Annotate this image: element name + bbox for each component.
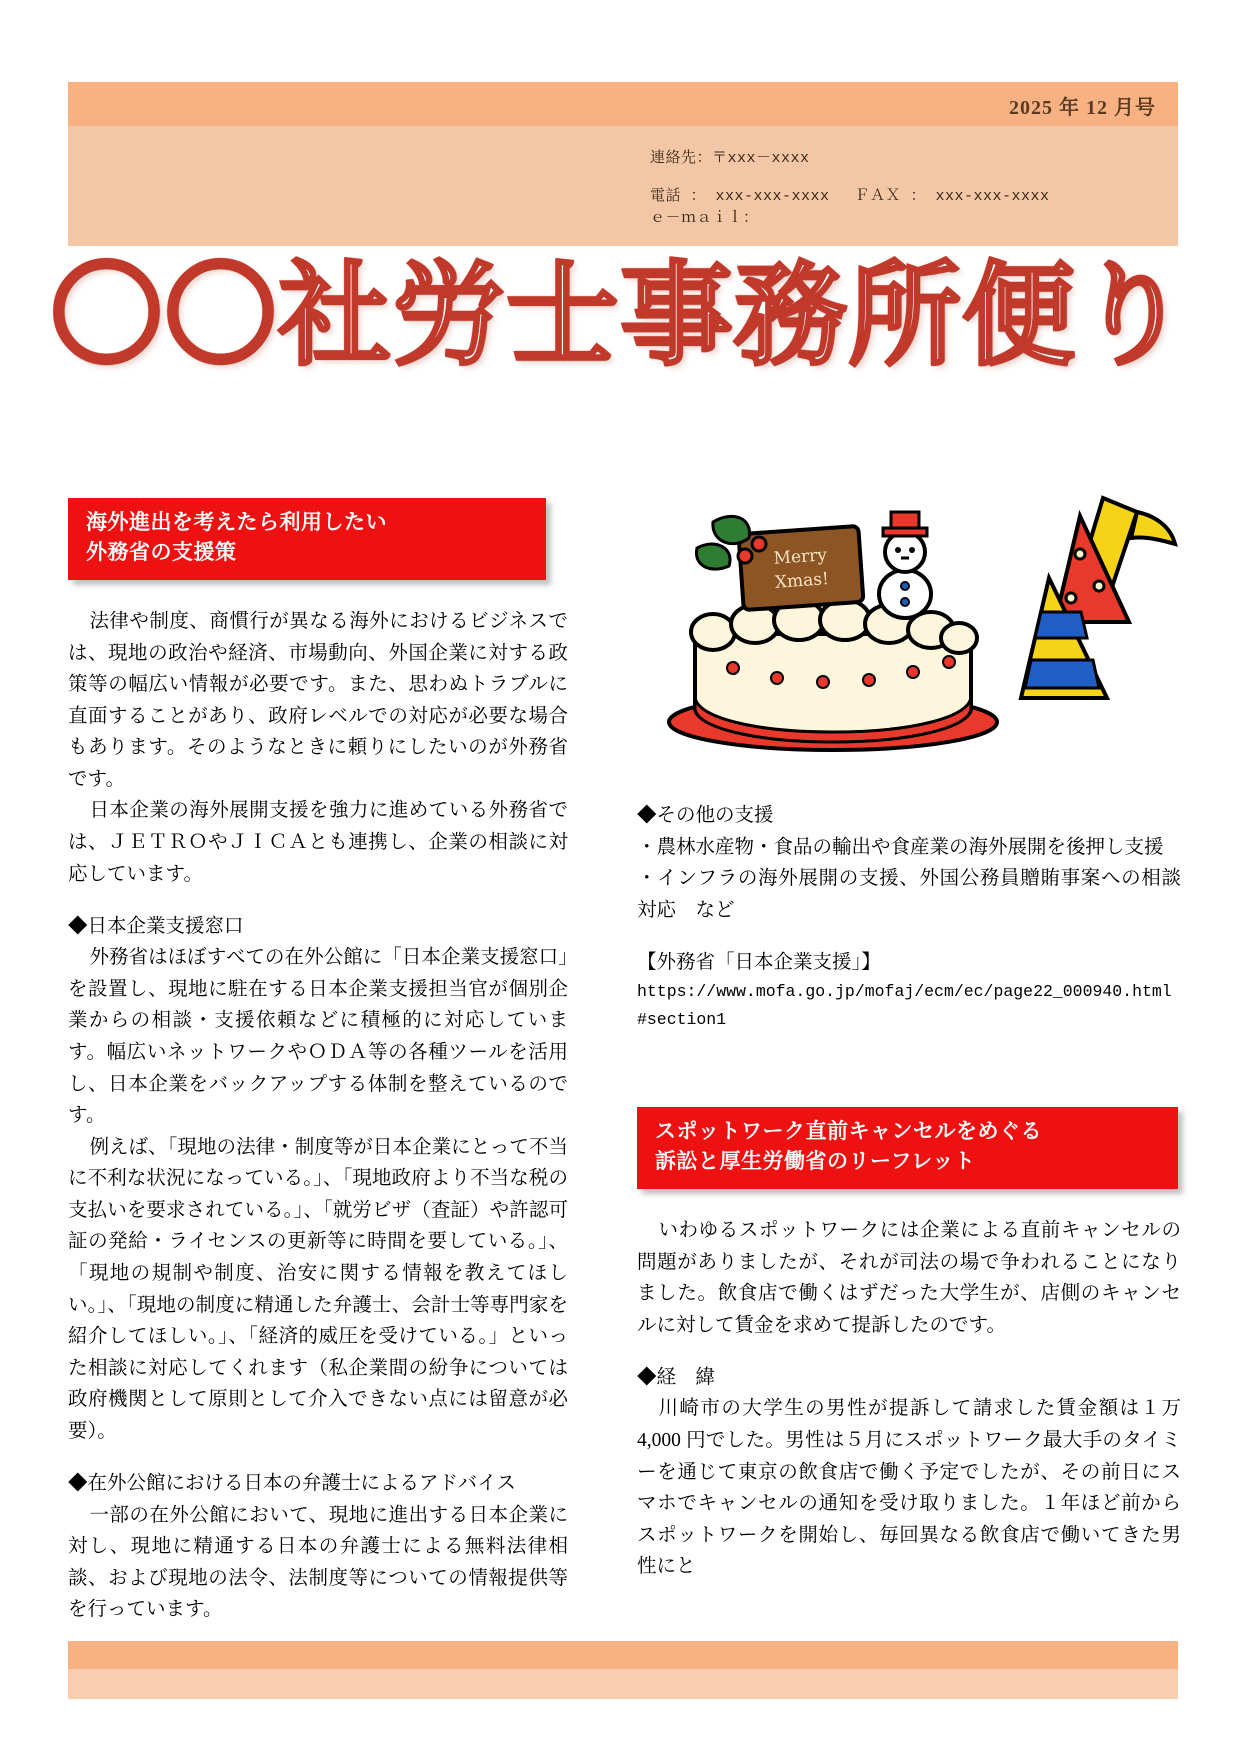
section-heading-1-line1: 海外進出を考えたら利用したい — [86, 511, 387, 534]
article-left-column — [68, 606, 568, 1626]
link-title: 【外務省「日本企業支援」】 — [637, 951, 881, 973]
left-paragraph-1: 法律や制度、商慣行が異なる海外におけるビジネスでは、現地の政治や経済、市場動向、外国企業に対する政策等の幅広い情報が必要です。また、思わぬトラブルに直面することがあり、政府レベルでの対応が必要な場合もあります。そのようなときに頼りにしたいのが外務省です。 — [68, 611, 568, 790]
right-subheading-other-support: ◆その他の支援 — [637, 805, 774, 826]
section-heading-1-line2: 外務省の支援策 — [86, 540, 237, 564]
contact-band — [68, 126, 1178, 246]
left-paragraph-4: 例えば、「現地の法律・制度等が日本企業にとって不当に不利な状況になっている。」、「現地政府より不当な税の支払いを要求されている。」、「就労ビザ（査証）や許認可証の発給・ライセンスの更新等に時間を要している。」、「現地の規制や制度、治安に関する情報を教えてほしい。」、「現地の制度に精通した弁護士、会計士等専門家を紹介してほしい。」、「経済的威圧を受けている。」といった相談に対応してくれます（私企業間の紛争については政府機関として原則として介入できない点には留意が必要）。 — [68, 1136, 568, 1442]
issue-date: 2025 年 12 月号 — [1009, 97, 1156, 119]
left-paragraph-5: 一部の在外公館において、現地に進出する日本企業に対し、現地に精通する日本の弁護士による無料法律相談、および現地の法令、法制度等についての情報提供等を行っています。 — [68, 1504, 568, 1621]
article-right-column-top — [637, 800, 1181, 1033]
right-paragraph-2: 川崎市の大学生の男性が提訴して請求した賃金額は１万4,000 円でした。男性は５月にスポットワーク最大手のタイミーを通じて東京の飲食店で働く予定でしたが、その前日にスマホでキャンセルの通知を受け取りました。１年ほど前からスポットワークを開始し、毎回異なる飲食店で働いてきた男性にと — [637, 1398, 1181, 1578]
christmas-cake-illustration — [637, 482, 1181, 782]
left-subheading-2: ◆在外公館における日本の弁護士によるアドバイス — [68, 1472, 516, 1494]
right-subheading-background: ◆経 緯 — [637, 1366, 716, 1388]
header-band — [68, 82, 1178, 126]
right-bullet-1: ・農林水産物・食品の輸出や食産業の海外展開を後押し支援 — [637, 836, 1164, 858]
footer-band-light — [68, 1669, 1178, 1699]
left-paragraph-3: 外務省はほぼすべての在外公館に「日本企業支援窓口」を設置し、現地に駐在する日本企業支援担当官が個別企業からの相談・支援依頼などに積極的に対応しています。幅広いネットワークやＯＤＡ等の各種ツールを活用し、日本企業をバックアップする体制を整えているのです。 — [68, 947, 568, 1127]
svg-text:Xmas!: Xmas! — [774, 569, 830, 593]
masthead — [0, 252, 1241, 392]
right-bullet-2: ・インフラの海外展開の支援、外国公務員贈賄事案への相談対応 など — [637, 868, 1181, 921]
cake-icon — [669, 512, 997, 750]
snowman-icon — [879, 512, 931, 618]
section-heading-2 — [637, 1107, 1178, 1189]
svg-text:Merry: Merry — [772, 545, 828, 569]
footer-band-dark — [68, 1641, 1178, 1669]
mofa-url-link[interactable]: https://www.mofa.go.jp/mofaj/ecm/ec/page22_000940.html#section1 — [637, 982, 1172, 1029]
section-heading-2-line1: スポットワーク直前キャンセルをめぐる — [655, 1120, 1042, 1143]
article-right-column-bottom — [637, 1215, 1181, 1583]
left-subheading-1: ◆日本企業支援窓口 — [68, 915, 244, 937]
section-heading-1 — [68, 498, 546, 580]
contact-email: ｅ－ｍａｉｌ： — [650, 210, 759, 227]
contact-zip: 連絡先：〒xxx－xxxx — [650, 150, 810, 167]
left-paragraph-2: 日本企業の海外展開支援を強力に進めている外務省では、ＪＥＴＲＯやＪＩＣＡとも連携し、企業の相談に対応しています。 — [68, 800, 568, 885]
right-paragraph-1: いわゆるスポットワークには企業による直前キャンセルの問題がありましたが、それが司法の場で争われることになりました。飲食店で働くはずだった大学生が、店側のキャンセルに対して賃金を求めて提訴したのです。 — [637, 1220, 1181, 1336]
section-heading-2-line2: 訴訟と厚生労働省のリーフレット — [655, 1149, 976, 1173]
page-title: 〇〇社労士事務所便り — [50, 250, 1191, 381]
contact-phone-fax: 電話 ： xxx-xxx-xxxx ＦＡＸ ： xxx-xxx-xxxx — [650, 188, 1050, 205]
